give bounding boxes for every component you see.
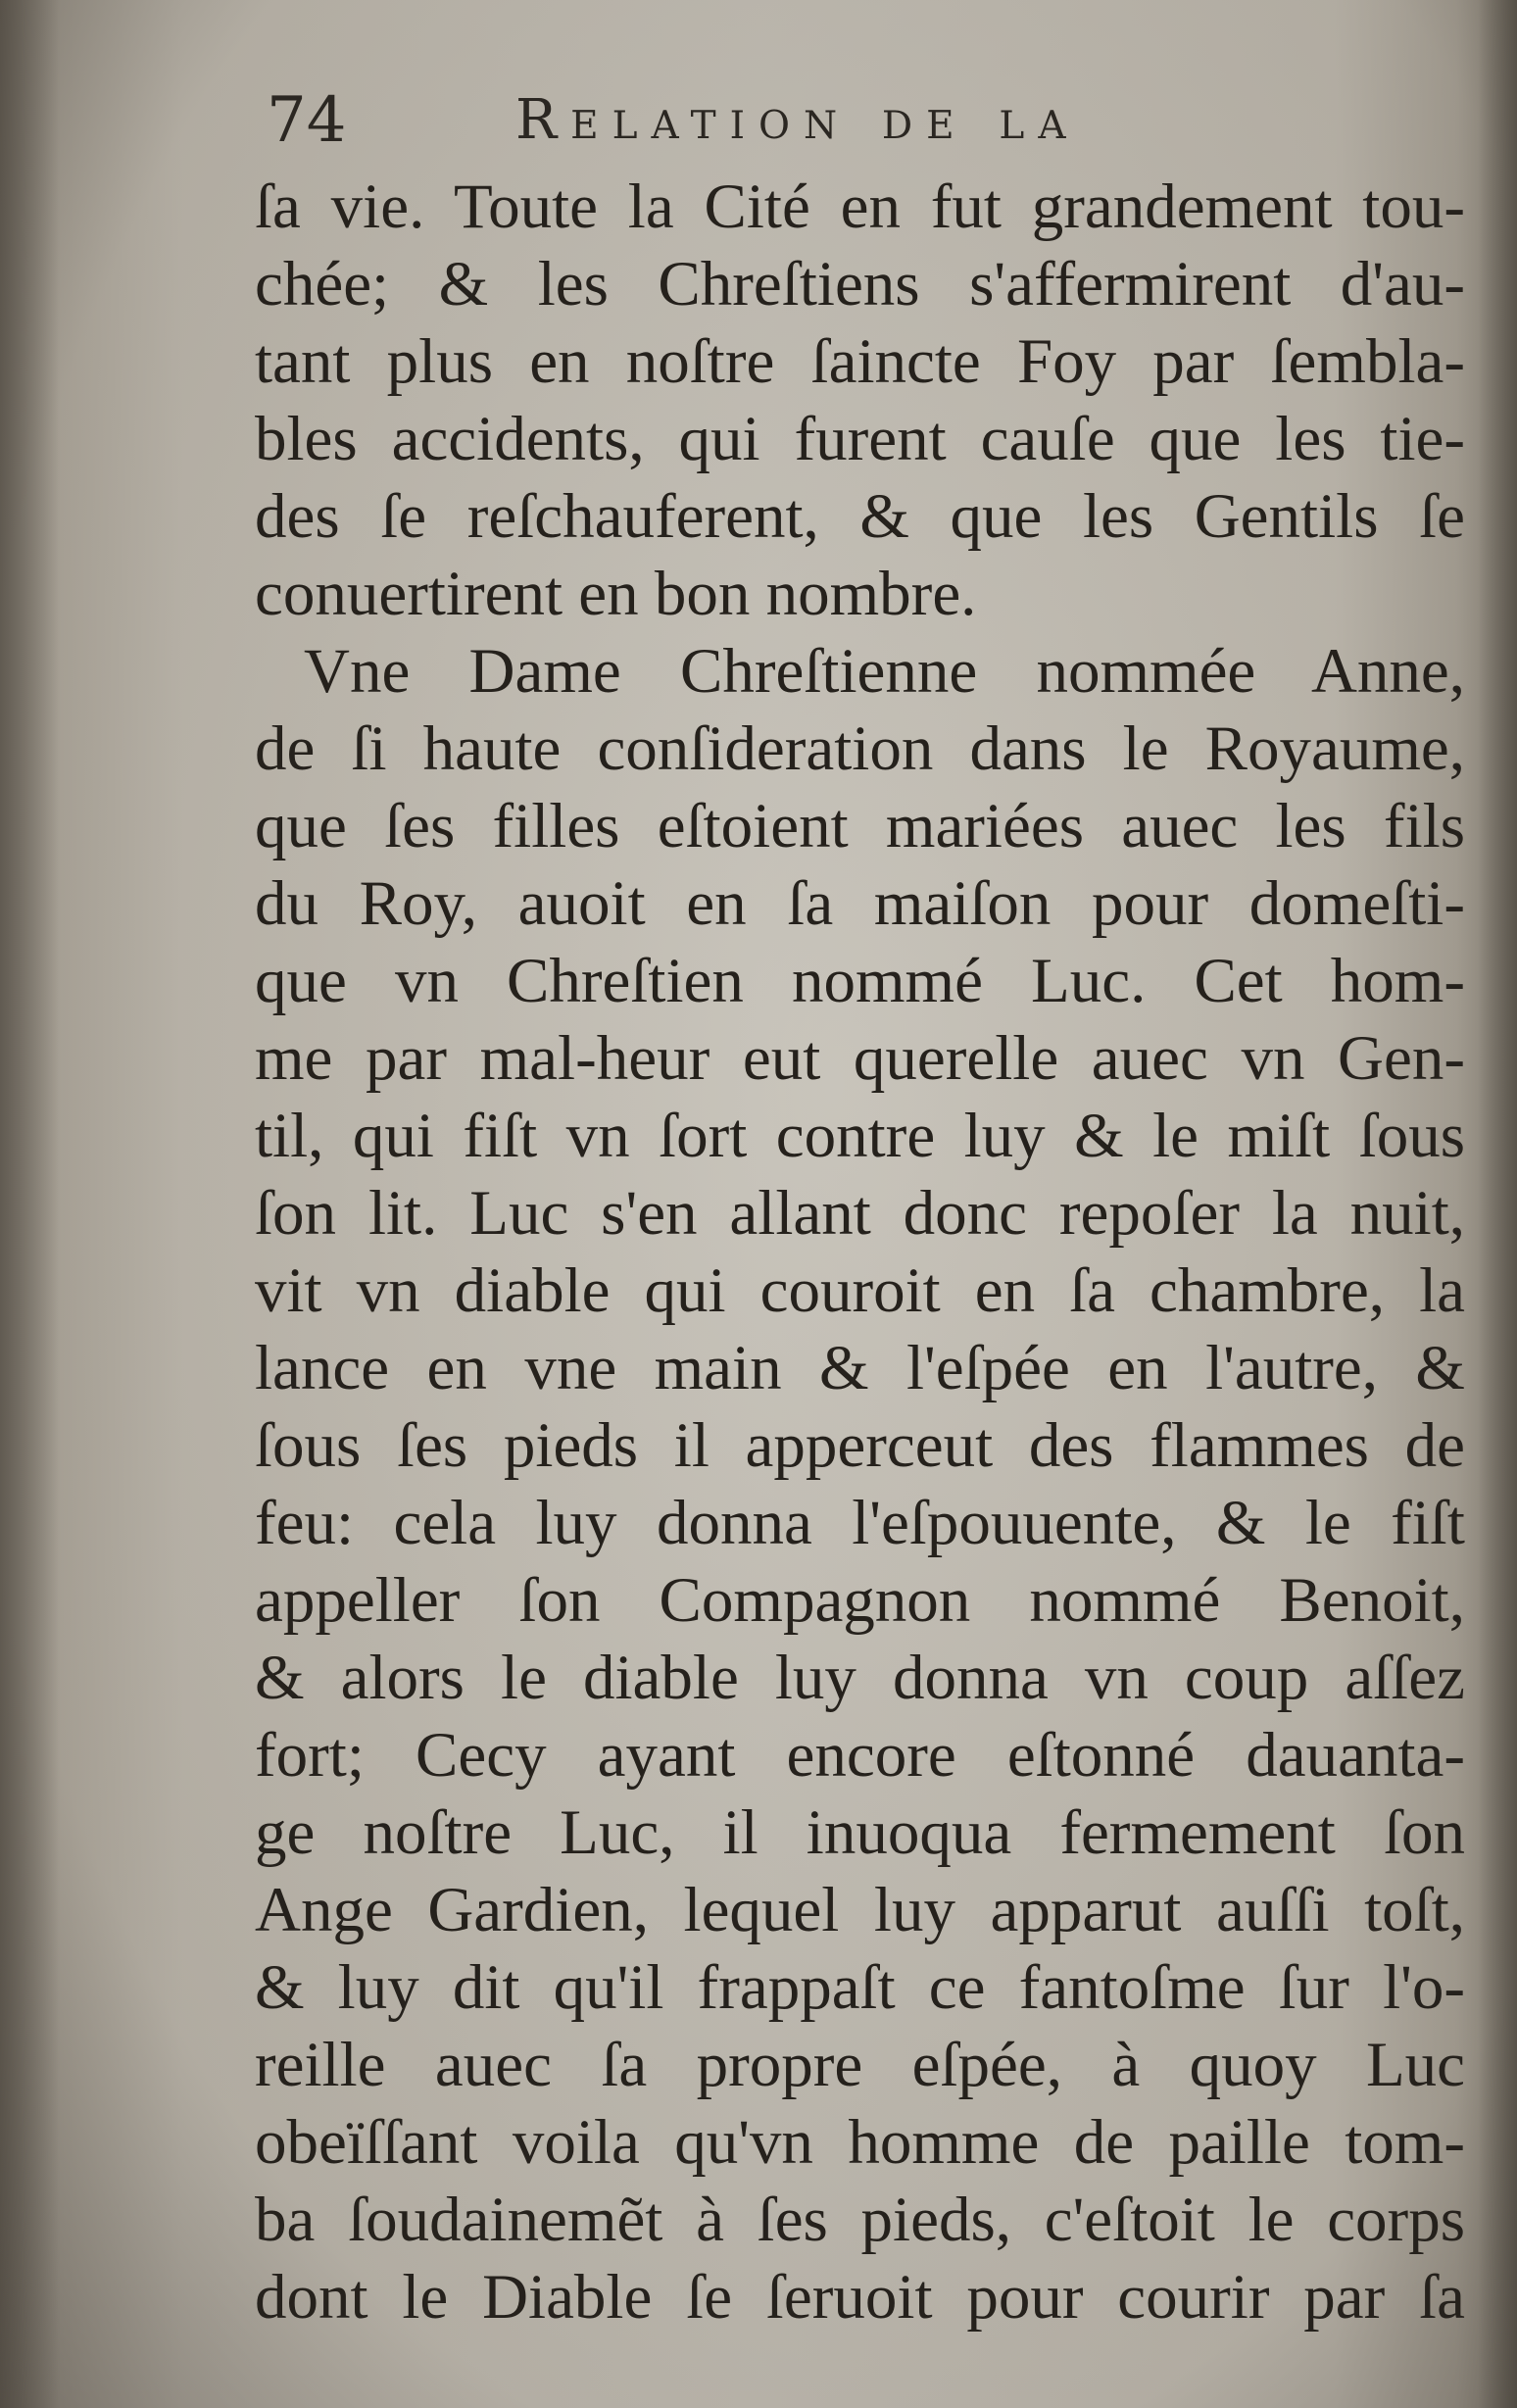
text-line: ba ſoudainemẽt à ſes pieds, c'eſtoit le corps — [255, 2185, 1465, 2255]
text-line: ge noſtre Luc, il inuoqua fermement ſon — [255, 1797, 1465, 1868]
text-line: me par mal-heur eut querelle auec vn Gen- — [255, 1023, 1465, 1094]
text-line: des ſe reſchauferent, & que les Gentils ſe — [255, 481, 1465, 552]
page-number: 74 — [267, 84, 347, 157]
text-line: obeïſſant voila qu'vn homme de paille tom- — [255, 2107, 1465, 2178]
text-line: tant plus en noſtre ſaincte Foy par ſembla- — [255, 326, 1465, 397]
text-line: lance en vne main & l'eſpée en l'autre, & — [255, 1333, 1465, 1403]
text-line: ſa vie. Toute la Cité en fut grandement tou- — [255, 172, 1465, 242]
text-line: fort; Cecy ayant encore eſtonné dauanta- — [255, 1720, 1465, 1791]
text-line: dont le Diable ſe ſeruoit pour courir par ſa — [255, 2262, 1465, 2333]
text-line: feu: cela luy donna l'eſpouuente, & le fiſt — [255, 1488, 1465, 1558]
text-line: Ange Gardien, lequel luy apparut auſſi toſt, — [255, 1875, 1465, 1945]
page-header — [257, 76, 1335, 165]
text-line: & luy dit qu'il frappaſt ce fantoſme ſur l'o- — [255, 1952, 1465, 2023]
running-head: Relation de la — [515, 88, 1080, 152]
text-line: ſon lit. Luc s'en allant donc repoſer la nuit, — [255, 1178, 1465, 1249]
page-shadow-right — [1478, 0, 1517, 2408]
text-line: bles accidents, qui furent cauſe que les tie- — [255, 404, 1465, 474]
text-line: conuertirent en bon nombre. — [255, 559, 977, 629]
text-line: que vn Chreſtien nommé Luc. Cet hom- — [255, 946, 1465, 1016]
text-line: vit vn diable qui couroit en ſa chambre, la — [255, 1255, 1465, 1326]
page-shadow-left — [0, 0, 59, 2408]
text-line: til, qui fiſt vn ſort contre luy & le miſt ſous — [255, 1101, 1465, 1171]
text-line: appeller ſon Compagnon nommé Benoit, — [255, 1565, 1465, 1636]
text-line: chée; & les Chreſtiens s'affermirent d'au- — [255, 249, 1465, 319]
text-line: Vne Dame Chreſtienne nommée Anne, — [304, 636, 1465, 707]
text-line: que ſes filles eſtoient mariées auec les fils — [255, 791, 1465, 861]
text-line: de ſi haute conſideration dans le Royaume, — [255, 713, 1465, 784]
text-line: reille auec ſa propre eſpée, à quoy Luc — [255, 2030, 1465, 2100]
body-text — [255, 169, 1480, 2336]
text-line: & alors le diable luy donna vn coup aſſez — [255, 1643, 1465, 1713]
text-line: ſous ſes pieds il apperceut des flammes de — [255, 1410, 1465, 1481]
text-line: du Roy, auoit en ſa maiſon pour domeſti- — [255, 868, 1465, 939]
